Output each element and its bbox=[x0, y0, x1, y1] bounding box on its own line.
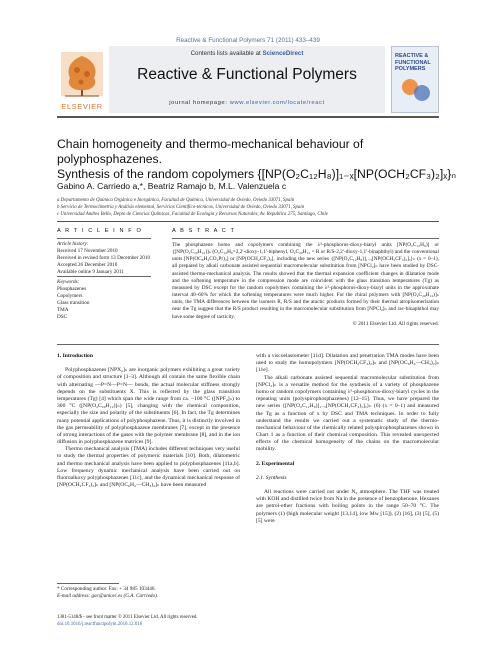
footnote-fax: * Corresponding author. Fax: + 34 985 103446. bbox=[57, 586, 156, 592]
journal-cover-thumbnail[interactable] bbox=[391, 46, 439, 113]
keywords bbox=[57, 279, 157, 320]
abstract-end-rule bbox=[57, 344, 439, 345]
abstract-heading: A B S T R A C T bbox=[172, 228, 236, 234]
keyword-item: Phosphazenes bbox=[57, 285, 87, 292]
abstract-body bbox=[172, 242, 439, 328]
affiliation-c: c Universidad Andres Bello, Depto de Ciencias Químicas, Facultad de Ecología y Recursos Naturales, Av. Republica 275, Santiago, Chile bbox=[57, 211, 328, 217]
journal-header bbox=[57, 46, 439, 113]
front-matter-notice: 1381-5148/$ - see front matter © 2011 Elsevier Ltd. All rights reserved. bbox=[57, 615, 198, 620]
affiliation-rule bbox=[57, 221, 439, 222]
section-heading-introduction: 1. Introduction bbox=[57, 353, 93, 359]
article-meta-footer bbox=[57, 615, 297, 628]
affiliation-a: a Departamento de Química Orgánica e Inorgánica, Facultad de Química, Universidad de Oviedo, Oviedo 33071, Spain bbox=[57, 198, 295, 203]
history-accepted: Accepted 26 December 2010 bbox=[57, 261, 118, 268]
body-paragraph: All reactions were carried out under N₂ atmosphere. The THF was treated with KOH and distilled twice from Na in the presence of benzophenone. Hexanes are petrol-ether fractions with boiling points in the range 50–70 °C. The polymers (1) (high molecular weight [13,14], low Mw [15]), (2) [16], (3) [5], (5) [5] were bbox=[256, 489, 439, 524]
elsevier-wordmark: ELSEVIER bbox=[61, 102, 103, 111]
body-column-left bbox=[57, 353, 240, 489]
sciencedirect-link[interactable]: ScienceDirect bbox=[262, 50, 304, 57]
contents-line bbox=[109, 50, 385, 57]
history-revised: Received in revised form 13 December 2010 bbox=[57, 254, 151, 261]
keyword-item: DSC bbox=[57, 313, 68, 320]
subsection-heading-synthesis: 2.1. Synthesis bbox=[256, 474, 287, 481]
journal-banner bbox=[109, 46, 385, 113]
header-rule bbox=[57, 116, 439, 118]
copyright-notice: © 2011 Elsevier Ltd. All rights reserved. bbox=[352, 320, 439, 327]
article-title-line-1: Chain homogeneity and thermo-mechanical behaviour of polyphosphazenes. bbox=[57, 137, 364, 166]
body-paragraph: Polyphosphazenes [NPX₂]ₙ are inorganic polymers exhibiting a great variety of composition and structure [1–3]. Although all contain the same flexible chain with alternating —P=N—P=N— bonds, the actual molecular stiffness strongly depends on the substituents X. This is reflected by the glass transition temperatures (Tg) [4] which span the wide range from ca. −100 °C ([NPF₂]ₙ) to 300 °C ([NP(O₂C₂₀H₁₂)]ₙ) [5], changing with the chemical composition, especially the size and polarity of the substituents [6]. In fact, the Tg determines many potential applications of polyphosphazene. Thus, it is distinctly involved in the gas permeability of polyphosphazene membranes [7], except in the presence of strong interactions of the gases with the polymer membrane [8], and in the ion diffusion in polyphosphazene matrices [9]. bbox=[57, 367, 240, 446]
footnote-email[interactable]: E-mail address: gac@uniovi.es (G.A. Carriedo). bbox=[57, 593, 159, 599]
journal-homepage bbox=[109, 100, 385, 106]
keyword-item: Glass transition bbox=[57, 299, 90, 306]
section-heading-experimental: 2. Experimental bbox=[256, 460, 295, 467]
keywords-label: Keywords: bbox=[57, 279, 80, 285]
doi-link[interactable]: doi:10.1016/j.reactfunctpolym.2010.12.016 bbox=[57, 621, 143, 627]
homepage-prefix: journal homepage: bbox=[169, 100, 228, 106]
article-info-heading: A R T I C L E I N F O bbox=[57, 228, 143, 234]
article-title bbox=[57, 137, 457, 182]
article-history bbox=[57, 241, 157, 276]
keyword-item: TMA bbox=[57, 306, 69, 313]
body-paragraph: Thermo mechanical analysis (TMA) includes different techniques very useful to study the thermal properties of polymeric materials [10]. Both, dilatometric and thermo mechanical analysis have been applied to polyphosphazenes [11a,b]. Low frequency dynamic mechanical analysis have been carried out on fluoroalkoxy polyphosphazenes [11c], and the dynamical mechanical response of [NP(OCH₂CF₃)₂]ₙ and [NP(OC₆H₄—CH₃)₂]ₙ have been measured bbox=[57, 446, 240, 489]
body-paragraph: The alkali carbonate assisted sequential macromolecular substitution from [NPCl₂]ₙ is a versatile method for the synthesis of a variety of phosphazene homo or random copolymers containing λ⁵-phosphorus-dioxy-biaryl cycles in the repeating units (polyspirophosphazenes) [12–15]. Thus, we have prepared the new series {[NP(O₂C₁₂H₈)]₁₋ₓ[NP(OCH₂CF₃)₂]ₓ}ₙ (6) (x = 0–1) and measured the Tg as a function of x by DSC and TMA techniques. In order to fully understand the results we carried out a systematic study of the thermo-mechanical behaviour of the chemically related polyspirophosphazenes shown in Chart 1 as a function of their chemical composition. This revealed unexpected effects of the chemical homogeneity of the chains on the macromolecular mobility. bbox=[256, 374, 439, 453]
affiliation-b: b Servicio de Termoclimetría y Análisis elemental, Servicios Científico-técnicos, Universidad de Oviedo, Oviedo 33071, Spain bbox=[57, 204, 305, 210]
cover-title: REACTIVE & FUNCTIONAL POLYMERS bbox=[395, 53, 431, 72]
body-column-right bbox=[256, 353, 439, 525]
abstract-rule bbox=[172, 238, 439, 239]
abstract-paragraph: The phosphazene homo and copolymers combining the λ⁵-phosphorus-dioxy-biaryl units [NP(O₂C₁₂H₈)] or {[NP(O₂C₂₀H₁₂)]ₙ (O₂C₁₂H₈=2,2′-dioxy-1,1′-biphenyl, O₂C₂₀H₁₂ = R or R/S-2,2′-dioxy-1,1′-binaphthyl) and the conventional units [NP(OC₆H₄CO₂Pr)₂] or [NP(OCH₂CF₃)₂], including the new series {[NP(O₂C₁₂H₈)]₁₋ₓ[NP(OCH₂CF₃)₂]ₓ}ₙ (x = 0–1), all prepared by alkali carbonate assisted sequential macromolecular substitution from [NPCl₂]ₙ have been studied by DSC-assisted thermo-mechanical analysis. The results showed that the thermal expansion coefficient changes in dilatation mode and the softening temperature in the compression mode are coincident with the glass transition temperatures (Tg) as measured by DSC except for the random copolymers containing the λ⁵-phosphorus-dioxy-biaryl units in the approximate interval 40–60% for which the softening temperatures were much higher. For the chiral polymers with [NP(O₂C₂₀H₁₂)]ₙ units, the TMA differences between the isomers R, R/S and the atactic products formed by their thermal atropisomerisation near the Tg suggest that the R/S product resulting in the macromolecular substitution from [NPCl₂]ₙ and rac-binaphthol may have some degree of tacticity. bbox=[172, 242, 439, 320]
body-paragraph: with a viscoelastometer [11d]. Dilatation and penetration TMA modes have been used to study the homopolymers [NP(OCH₂CF₃)₂]ₙ and [NP(OC₆H₄—CH₃)₂]ₙ [11e]. bbox=[256, 353, 439, 374]
contents-prefix: Contents lists available at bbox=[190, 50, 261, 57]
journal-title: Reactive & Functional Polymers bbox=[137, 66, 357, 83]
homepage-link[interactable]: www.elsevier.com/locate/react bbox=[229, 100, 325, 106]
journal-reference[interactable]: Reactive & Functional Polymers 71 (2011) 433–439 bbox=[176, 37, 320, 44]
affiliations bbox=[57, 198, 457, 219]
history-online: Available online 9 January 2011 bbox=[57, 268, 124, 275]
footnote-rule bbox=[57, 583, 119, 584]
section-gap bbox=[256, 454, 439, 461]
history-received: Received 17 November 2010 bbox=[57, 247, 118, 254]
keywords-rule bbox=[57, 276, 151, 277]
article-info-rule bbox=[57, 238, 151, 239]
cover-art-icon bbox=[398, 75, 434, 105]
article-title-line-2: Synthesis of the random copolymers {[NP(O₂C₁₂H₈)]₁₋ₓ[NP(OCH₂CF₃)₂]ₓ}ₙ bbox=[57, 167, 457, 181]
author-list[interactable]: Gabino A. Carriedo a,*, Beatriz Ramajo b, M.L. Valenzuela c bbox=[57, 181, 287, 191]
keyword-item: Copolymers bbox=[57, 292, 83, 299]
history-label: Article history: bbox=[57, 241, 89, 247]
elsevier-logo bbox=[57, 46, 107, 113]
corresponding-author-footnote bbox=[57, 586, 247, 600]
